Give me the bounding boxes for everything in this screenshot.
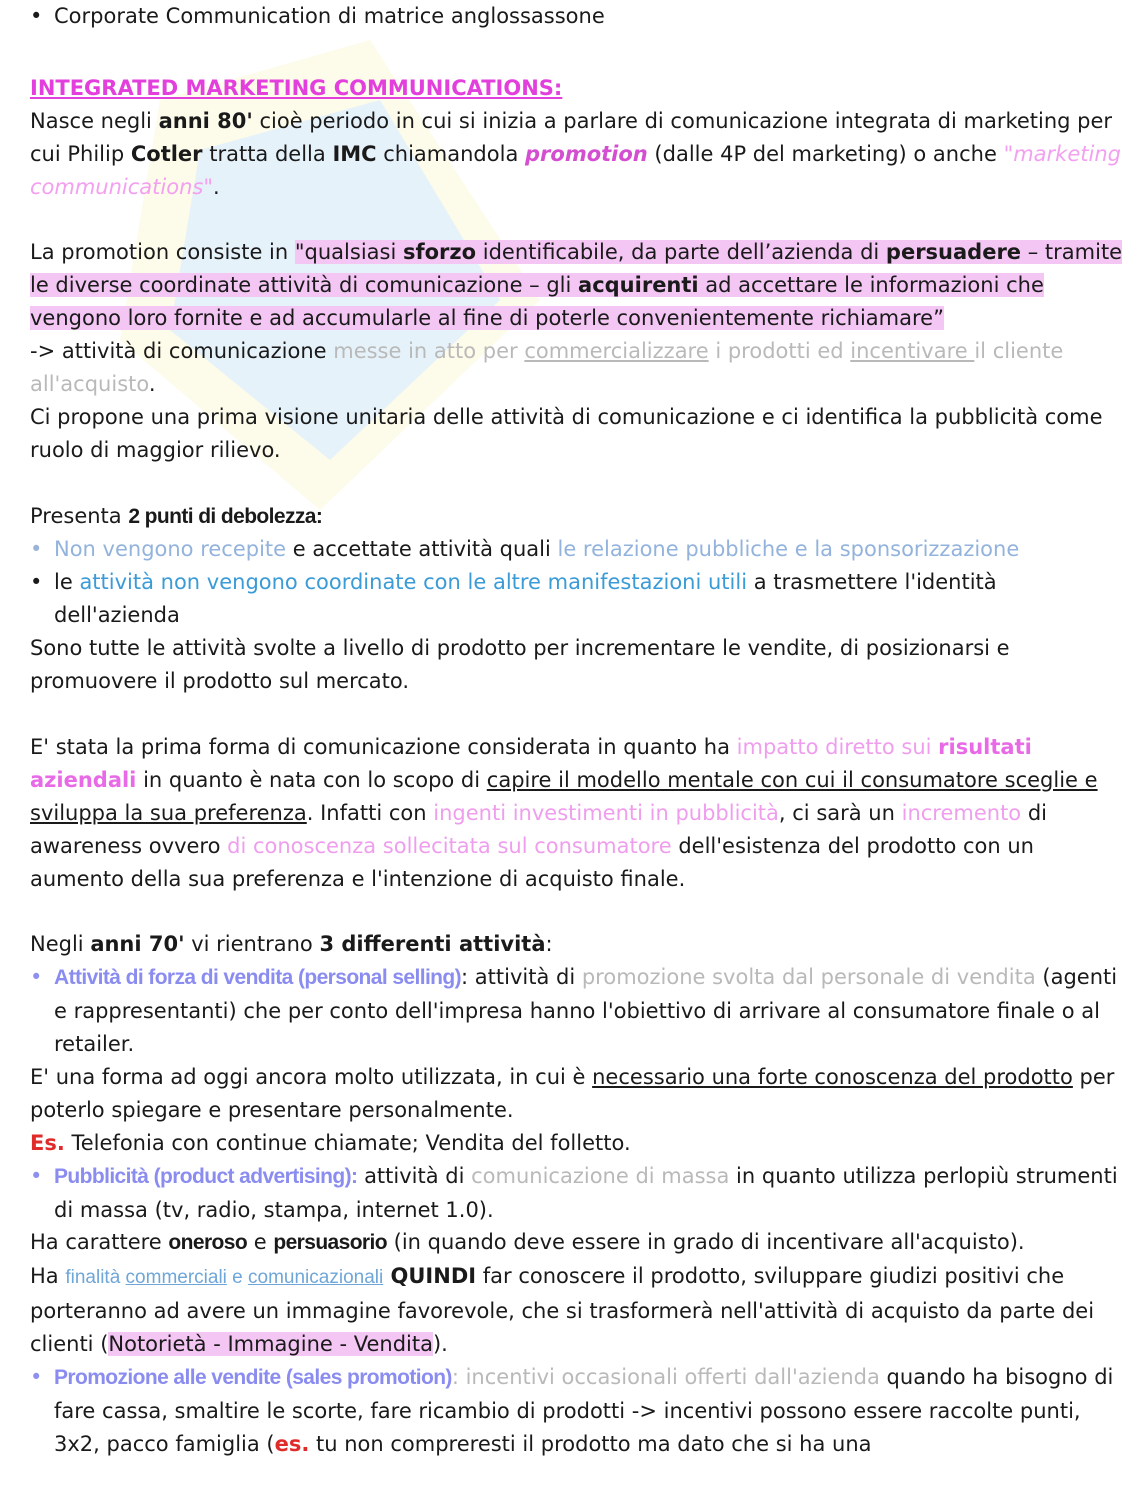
paragraph-arrow: -> attività di comunicazione messe in atto per commercializzare i prodotti ed incentivare il cliente all'acquisto. <box>30 339 1064 396</box>
section-heading: INTEGRATED MARKETING COMMUNICATIONS: <box>30 75 563 100</box>
activity-list-1 <box>30 961 1125 1061</box>
paragraph-example-1: Es. Telefonia con continue chiamate; Vendita del folletto. <box>30 1130 631 1155</box>
list-item: • Corporate Communication di matrice anglossassone <box>30 0 1125 33</box>
intro-list <box>30 0 1125 33</box>
activity-list-2 <box>30 1160 1125 1227</box>
list-item: • Attività di forza di vendita (personal selling): attività di promozione svolta dal personale di vendita (agenti e rappresentanti) che per conto dell'impresa hanno l'obiettivo di arrivare al consumatore finale o al retailer. <box>30 961 1125 1061</box>
list-item: • Non vengono recepite e accettate attività quali le relazione pubbliche e la sponsorizzazione <box>30 533 1125 566</box>
paragraph-personal-selling: E' una forma ad oggi ancora molto utilizzata, in cui è necessario una forte conoscenza del prodotto per poterlo spiegare e presentare personalmente. <box>30 1064 1115 1122</box>
weakness-list <box>30 533 1125 632</box>
paragraph-character: Ha carattere oneroso e persuasorio (in quando deve essere in grado di incentivare all'acquisto). <box>30 1230 1025 1255</box>
paragraph-activities: Sono tutte le attività svolte a livello di prodotto per incrementare le vendite, di posizionarsi e promuovere il prodotto sul mercato. <box>30 636 1010 694</box>
document-page <box>30 0 1125 1461</box>
list-item: • Promozione alle vendite (sales promotion): incentivi occasionali offerti dall'azienda quando ha bisogno di fare cassa, smaltire le scorte, fare ricambio di prodotti -> incentivi possono essere raccolte punti, 3x2, pacco famiglia (es. tu non compreresti il prodotto ma dato che si ha una <box>30 1361 1125 1461</box>
paragraph-promotion: La promotion consiste in "qualsiasi sforzo identificabile, da parte dell’azienda di persuadere – tramite le diverse coordinate attività di comunicazione – gli acquirenti ad accettare le informazioni che vengono loro fornite e ad accumularle al fine di poterle convenientemente richiamare” <box>30 240 1123 331</box>
list-item: • Pubblicità (product advertising): attività di comunicazione di massa in quanto utilizza perlopiù strumenti di massa (tv, radio, stampa, internet 1.0). <box>30 1160 1125 1227</box>
activity-list-3 <box>30 1361 1125 1461</box>
list-item: • le attività non vengono coordinate con le altre manifestazioni utili a trasmettere l'identità dell'azienda <box>30 566 1125 632</box>
paragraph-first-form: E' stata la prima forma di comunicazione considerata in quanto ha impatto diretto sui risultati aziendali in quanto è nata con lo scopo di capire il modello mentale con cui il consumatore sceglie e sviluppa la sua preferenza. Infatti con ingenti investimenti in pubblicità, ci sarà un incremento di awareness ovvero di conoscenza sollecitata sul consumatore dell'esistenza del prodotto con un aumento della sua preferenza e l'intenzione di acquisto finale. <box>30 734 1098 891</box>
paragraph-imc: Nasce negli anni 80' cioè periodo in cui si inizia a parlare di comunicazione integrata di marketing per cui Philip Cotler tratta della IMC chiamandola promotion (dalle 4P del marketing) o anche "marketing communications". <box>30 108 1121 199</box>
paragraph-vision: Ci propone una prima visione unitaria delle attività di comunicazione e ci identifica la pubblicità come ruolo di maggior rilievo. <box>30 404 1103 462</box>
paragraph-seventies: Negli anni 70' vi rientrano 3 differenti attività: <box>30 932 553 957</box>
paragraph-weakness-intro: Presenta 2 punti di debolezza: <box>30 503 323 528</box>
paragraph-purpose: Ha finalità commerciali e comunicazionali QUINDI far conoscere il prodotto, sviluppare giudizi positivi che porteranno ad avere un immagine favorevole, che si trasformerà nell'attività di acquisto da parte dei clienti (Notorietà - Immagine - Vendita). <box>30 1264 1095 1357</box>
